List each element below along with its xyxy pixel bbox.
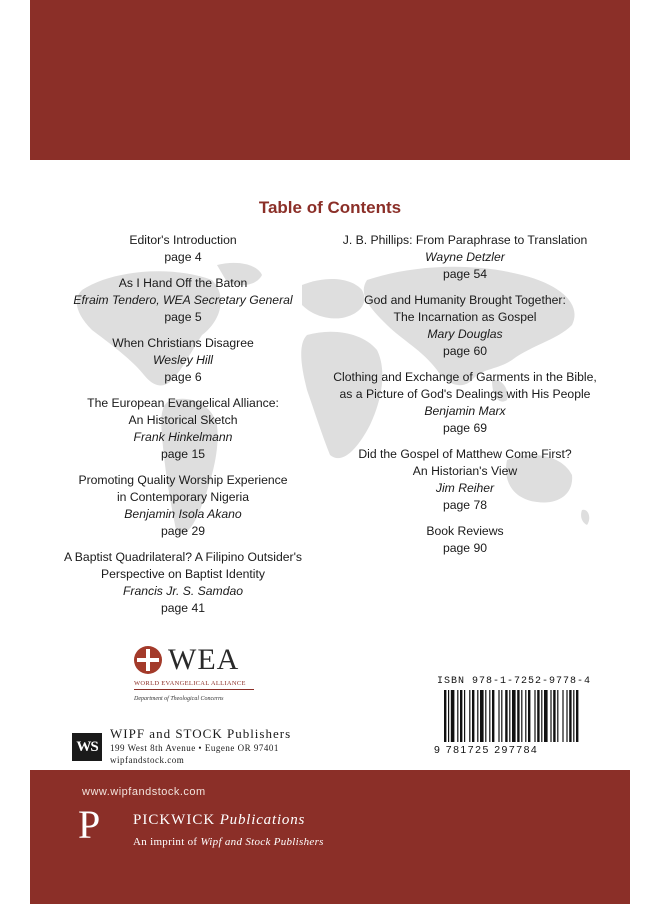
entry-page: page 54 bbox=[442, 267, 488, 281]
entry-title: When Christians Disagree bbox=[112, 336, 254, 350]
entry-page: page 41 bbox=[160, 601, 206, 615]
bottom-color-band bbox=[30, 770, 630, 904]
toc-entry bbox=[42, 395, 324, 463]
entry-title-line: Promoting Quality Worship Experience bbox=[78, 473, 288, 487]
toc-entry bbox=[324, 292, 606, 360]
entry-title-line: as a Picture of God's Dealings with His People bbox=[339, 387, 591, 401]
toc-entry bbox=[324, 446, 606, 514]
toc-entry bbox=[42, 275, 324, 326]
toc-right-column bbox=[324, 232, 606, 566]
toc-entry bbox=[42, 549, 324, 617]
imprint-name: Wipf and Stock Publishers bbox=[200, 836, 324, 848]
entry-title: Editor's Introduction bbox=[129, 233, 237, 247]
toc-left-column bbox=[42, 232, 324, 626]
entry-title: Book Reviews bbox=[426, 524, 504, 538]
entry-title-line: The European Evangelical Alliance: bbox=[87, 396, 279, 410]
entry-title-line: A Baptist Quadrilateral? A Filipino Outsider's bbox=[63, 550, 303, 564]
wea-cross-icon bbox=[134, 646, 162, 674]
entry-author: Efraim Tendero, WEA Secretary General bbox=[73, 293, 293, 307]
back-cover bbox=[30, 0, 630, 904]
entry-page: page 4 bbox=[164, 250, 202, 264]
toc-entry bbox=[42, 335, 324, 386]
entry-page: page 29 bbox=[160, 524, 206, 538]
entry-author: Benjamin Isola Akano bbox=[124, 507, 242, 521]
wipf-stock-info bbox=[110, 726, 291, 766]
pickwick-publications-name bbox=[133, 812, 305, 829]
imprint-prefix: An imprint of bbox=[133, 836, 201, 848]
wea-full-name: WORLD EVANGELICAL ALLIANCE bbox=[134, 680, 254, 690]
entry-title-line: An Historical Sketch bbox=[128, 413, 238, 427]
pickwick-logo-icon: P bbox=[78, 802, 101, 847]
entry-author: Wesley Hill bbox=[152, 353, 214, 367]
entry-title-line: God and Humanity Brought Together: bbox=[364, 293, 566, 307]
entry-title-line: Perspective on Baptist Identity bbox=[101, 567, 265, 581]
entry-title-line: An Historian's View bbox=[412, 464, 518, 478]
entry-author: Benjamin Marx bbox=[424, 404, 506, 418]
website-url: www.wipfandstock.com bbox=[82, 786, 206, 798]
imprint-line bbox=[133, 836, 324, 848]
wea-logo-block bbox=[134, 644, 284, 706]
entry-author: Jim Reiher bbox=[435, 481, 495, 495]
entry-title: J. B. Phillips: From Paraphrase to Translation bbox=[342, 233, 588, 247]
entry-page: page 5 bbox=[164, 310, 202, 324]
pickwick-name-caps: PICKWICK bbox=[133, 812, 216, 828]
wea-department: Department of Theological Concerns bbox=[134, 696, 224, 702]
toc-entry bbox=[324, 369, 606, 437]
entry-page: page 6 bbox=[164, 370, 202, 384]
entry-title: As I Hand Off the Baton bbox=[118, 276, 248, 290]
publisher-address: 199 West 8th Avenue • Eugene OR 97401 bbox=[110, 743, 279, 753]
toc-entry bbox=[324, 232, 606, 283]
entry-author: Wayne Detzler bbox=[425, 250, 505, 264]
entry-author: Francis Jr. S. Samdao bbox=[122, 584, 244, 598]
entry-title-line: The Incarnation as Gospel bbox=[393, 310, 537, 324]
entry-page: page 90 bbox=[442, 541, 488, 555]
toc-entry bbox=[324, 523, 606, 557]
entry-title-line: Clothing and Exchange of Garments in the Bible, bbox=[333, 370, 597, 384]
publisher-name: WIPF and STOCK Publishers bbox=[110, 726, 292, 741]
entry-page: page 78 bbox=[442, 498, 488, 512]
wipf-stock-logo-icon: WS bbox=[72, 733, 102, 761]
entry-title-line: in Contemporary Nigeria bbox=[116, 490, 250, 504]
entry-author: Mary Douglas bbox=[427, 327, 503, 341]
isbn-label: ISBN 978-1-7252-9778-4 bbox=[437, 676, 592, 687]
entry-title-line: Did the Gospel of Matthew Come First? bbox=[358, 447, 572, 461]
toc-entry bbox=[42, 232, 324, 266]
entry-page: page 69 bbox=[442, 421, 488, 435]
top-color-band bbox=[30, 0, 630, 160]
wea-wordmark: WEA bbox=[168, 643, 240, 676]
entry-page: page 60 bbox=[442, 344, 488, 358]
toc-entry bbox=[42, 472, 324, 540]
barcode-digits: 9 781725 297784 bbox=[434, 744, 539, 756]
publisher-web: wipfandstock.com bbox=[110, 755, 185, 765]
entry-page: page 15 bbox=[160, 447, 206, 461]
pickwick-name-rest: Publications bbox=[215, 812, 306, 828]
entry-author: Frank Hinkelmann bbox=[133, 430, 233, 444]
barcode-icon bbox=[444, 690, 619, 742]
toc-heading: Table of Contents bbox=[258, 198, 402, 217]
